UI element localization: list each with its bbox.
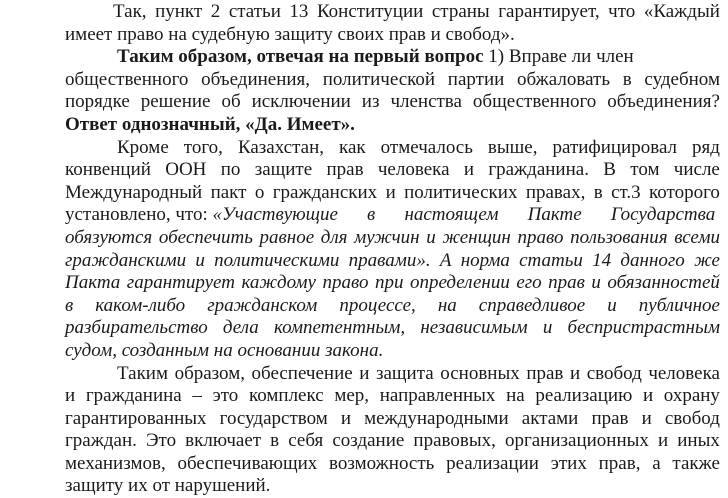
- italic-line: обязуются обеспечить равное для мужчин и женщин право пользования всеми: [65, 227, 720, 250]
- paragraph-first-question: [65, 46, 720, 136]
- paragraph-constitution: [65, 1, 720, 46]
- document-page: [0, 1, 728, 473]
- text-line: имеет право на судебную защиту своих прав и свобод».: [65, 24, 720, 47]
- paragraph-un-conventions: [65, 137, 720, 363]
- plain-text: установлено, что:: [65, 204, 213, 227]
- text-line: и гражданина – это комплекс мер, направленных на реализацию и охрану: [65, 385, 720, 408]
- text-line: гарантированных государством и международными актами прав и свобод: [65, 408, 720, 431]
- text-line: порядке решение об исключении из членства общественного объединения?: [65, 91, 720, 114]
- text-line: защиту их от нарушений.: [65, 475, 720, 498]
- text-line: граждан. Это включает в себя создание правовых, организационных и иных: [65, 430, 720, 453]
- italic-line: разбирательство дела компетентным, независимым и беспристрастным: [65, 317, 720, 340]
- text-line: Так, пункт 2 статьи 13 Конституции страны гарантирует, что «Каждый: [65, 1, 720, 24]
- text-line: Международный пакт о гражданских и политических правах, в ст.3 которого: [65, 182, 720, 205]
- text-line: Таким образом, обеспечение и защита основных прав и свобод человека: [65, 363, 720, 386]
- text-line: конвенций ООН по защите прав человека и гражданина. В том числе: [65, 159, 720, 182]
- text-line: [65, 46, 720, 69]
- bold-lead: Таким образом, отвечая на первый вопрос: [117, 46, 484, 69]
- text-line: механизмов, обеспечивающих возможность реализации этих прав, а также: [65, 453, 720, 476]
- question-start: 1) Вправе ли член: [484, 46, 634, 69]
- italic-line: гражданскими и политическими правами». А норма статьи 14 данного же: [65, 250, 720, 273]
- italic-line: судом, созданным на основании закона.: [65, 340, 720, 363]
- paragraph-conclusion: [65, 363, 720, 498]
- italic-line: в каком-либо гражданском процессе, на справедливое и публичное: [65, 295, 720, 318]
- text-line: Кроме того, Казахстан, как отмечалось выше, ратифицировал ряд: [65, 137, 720, 160]
- text-line: [65, 204, 720, 227]
- text-line: общественного объединения, политической партии обжаловать в судебном: [65, 69, 720, 92]
- quote-start: «Участвующие в настоящем Пакте Государства: [213, 204, 716, 227]
- italic-line: Пакта гарантирует каждому право при определении его прав и обязанностей: [65, 272, 720, 295]
- answer-line: Ответ однозначный, «Да. Имеет».: [65, 114, 720, 137]
